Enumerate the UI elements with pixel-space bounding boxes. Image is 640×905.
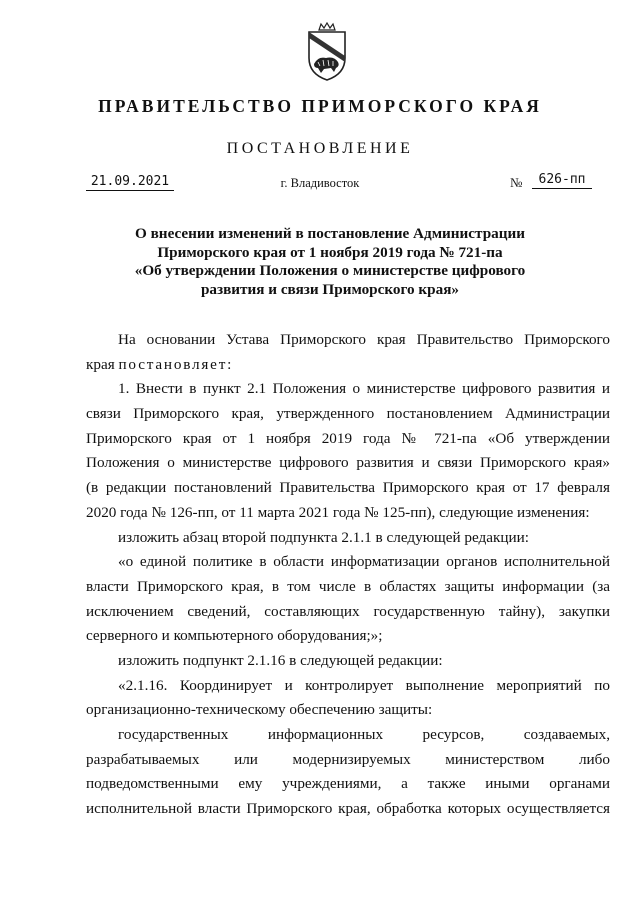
document-subject (120, 225, 540, 299)
body-line: изложить абзац второй подпункта 2.1.1 в следующей редакции: (118, 528, 529, 546)
body-line: Положения о министерстве цифрового развития и связи Приморского края» (86, 454, 610, 472)
document-number: 626-пп (532, 172, 592, 189)
document-date: 21.09.2021 (86, 174, 174, 191)
subject-line: Приморского края от 1 ноября 2019 года № 721-па (157, 243, 503, 261)
body-line: «2.1.16. Координирует и контролирует выполнение мероприятий по (118, 676, 610, 694)
government-title: ПРАВИТЕЛЬСТВО ПРИМОРСКОГО КРАЯ (98, 96, 542, 116)
body-line: государственных информационных ресурсов, создаваемых, (118, 726, 610, 743)
number-sign: № (510, 175, 523, 190)
subject-line: «Об утверждении Положения о министерстве цифрового (134, 262, 526, 279)
body-text: края (86, 355, 115, 373)
body-line: «о единой политике в области информатизации органов исполнительной (118, 553, 610, 571)
body-line: Приморского края от 1 ноября 2019 года № 721-па «Об утверждении (86, 429, 610, 447)
body-line: исполнительной власти Приморского края, обработка которых осуществляется (86, 800, 610, 818)
decree-keyword: постановляет: (118, 355, 234, 373)
body-line: 1. Внести в пункт 2.1 Положения о министерстве цифрового развития и (118, 380, 610, 398)
primorsky-coat-of-arms-icon (304, 22, 350, 82)
body-line: На основании Устава Приморского края Правительство Приморского (118, 331, 610, 348)
body-line: разрабатываемых или модернизируемых министерством либо (86, 750, 610, 768)
body-line: (в редакции постановлений Правительства Приморского края от 17 февраля (86, 479, 610, 497)
body-line: изложить подпункт 2.1.16 в следующей редакции: (118, 651, 443, 669)
body-line: исключением сведений, составляющих государственную тайну), закупки (86, 602, 610, 620)
body-line: связи Приморского края, утвержденного постановлением Администрации (86, 405, 610, 423)
subject-line: О внесении изменений в постановление Администрации (135, 225, 525, 242)
body-line: 2020 года № 126-пп, от 11 марта 2021 года № 125-пп), следующие изменения: (86, 503, 590, 521)
body-line: подведомственными ему учреждениями, а также иными органами (86, 775, 610, 793)
body-line: организационно-техническому обеспечению защиты: (86, 701, 433, 719)
body-line: власти Приморского края, в том числе в областях защиты информации (за (86, 577, 610, 595)
document-city: г. Владивосток (280, 176, 360, 190)
body-line: серверного и компьютерного оборудования;»; (86, 627, 383, 645)
document-body (86, 328, 610, 822)
document-type: ПОСТАНОВЛЕНИЕ (226, 140, 414, 157)
body-line (86, 353, 610, 378)
subject-line: развития и связи Приморского края» (200, 280, 460, 298)
